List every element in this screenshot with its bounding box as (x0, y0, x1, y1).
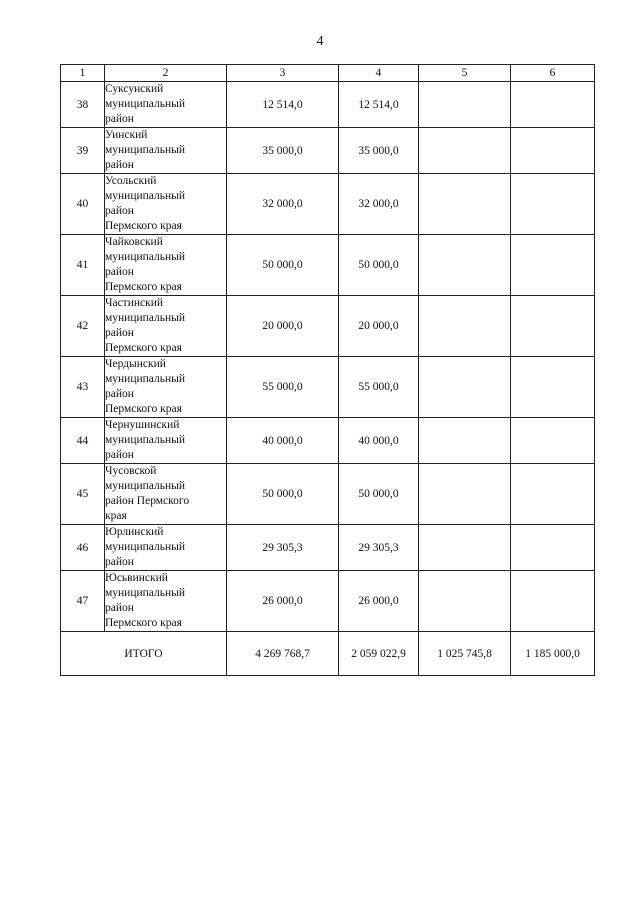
value-col6 (511, 235, 595, 296)
total-label: ИТОГО (61, 632, 227, 676)
value-col6 (511, 571, 595, 632)
row-number: 46 (61, 525, 105, 571)
column-header: 6 (511, 65, 595, 82)
district-name-line: район (105, 266, 134, 278)
district-name (105, 357, 227, 418)
value-col6 (511, 464, 595, 525)
value-col4: 35 000,0 (339, 128, 419, 174)
district-name-line: Уинский (105, 129, 148, 141)
value-col3: 50 000,0 (227, 235, 339, 296)
district-name (105, 418, 227, 464)
value-col3: 26 000,0 (227, 571, 339, 632)
value-col5 (419, 82, 511, 128)
value-col5 (419, 357, 511, 418)
value-col4: 20 000,0 (339, 296, 419, 357)
district-name-line: район (105, 159, 134, 171)
district-name-line: муниципальный (105, 587, 186, 599)
district-name (105, 82, 227, 128)
district-name-line: Пермского края (105, 220, 182, 232)
total-col5: 1 025 745,8 (419, 632, 511, 676)
value-col6 (511, 525, 595, 571)
value-col6 (511, 418, 595, 464)
district-name-line: Пермского края (105, 403, 182, 415)
row-number: 40 (61, 174, 105, 235)
district-name-line: Чердынский (105, 358, 166, 370)
district-name-line: Юсьвинский (105, 572, 168, 584)
value-col3: 32 000,0 (227, 174, 339, 235)
value-col5 (419, 464, 511, 525)
total-col3: 4 269 768,7 (227, 632, 339, 676)
district-name (105, 296, 227, 357)
district-name-line: муниципальный (105, 144, 186, 156)
total-col6: 1 185 000,0 (511, 632, 595, 676)
value-col4: 29 305,3 (339, 525, 419, 571)
table-row (61, 464, 595, 525)
value-col3: 55 000,0 (227, 357, 339, 418)
district-name-line: район Пермского (105, 495, 190, 507)
table-row (61, 525, 595, 571)
district-name-line: муниципальный (105, 312, 186, 324)
district-name-line: Чусовской (105, 465, 157, 477)
district-name-line: район (105, 556, 134, 568)
district-name-line: Чайковский (105, 236, 163, 248)
value-col6 (511, 128, 595, 174)
district-name-line: Пермского края (105, 281, 182, 293)
district-name-line: Юрлинский (105, 526, 164, 538)
value-col4: 50 000,0 (339, 464, 419, 525)
value-col6 (511, 174, 595, 235)
value-col4: 32 000,0 (339, 174, 419, 235)
table-row (61, 82, 595, 128)
column-header: 4 (339, 65, 419, 82)
value-col3: 20 000,0 (227, 296, 339, 357)
table-row (61, 128, 595, 174)
row-number: 43 (61, 357, 105, 418)
value-col6 (511, 296, 595, 357)
value-col5 (419, 128, 511, 174)
row-number: 47 (61, 571, 105, 632)
district-name-line: муниципальный (105, 251, 186, 263)
district-name-line: район (105, 205, 134, 217)
district-name-line: муниципальный (105, 98, 186, 110)
district-name-line: район (105, 327, 134, 339)
district-name-line: края (105, 510, 127, 522)
table-row (61, 571, 595, 632)
district-name-line: район (105, 388, 134, 400)
row-number: 38 (61, 82, 105, 128)
value-col3: 35 000,0 (227, 128, 339, 174)
district-name (105, 235, 227, 296)
district-name (105, 464, 227, 525)
district-name (105, 174, 227, 235)
district-name-line: Усольский (105, 175, 157, 187)
district-name-line: Частинский (105, 297, 164, 309)
table-row (61, 174, 595, 235)
table-row (61, 296, 595, 357)
value-col5 (419, 525, 511, 571)
row-number: 42 (61, 296, 105, 357)
value-col6 (511, 82, 595, 128)
value-col3: 40 000,0 (227, 418, 339, 464)
row-number: 45 (61, 464, 105, 525)
value-col5 (419, 296, 511, 357)
row-number: 41 (61, 235, 105, 296)
value-col5 (419, 235, 511, 296)
value-col4: 40 000,0 (339, 418, 419, 464)
allocation-table (60, 64, 595, 676)
total-col4: 2 059 022,9 (339, 632, 419, 676)
district-name-line: муниципальный (105, 541, 186, 553)
value-col6 (511, 357, 595, 418)
district-name-line: муниципальный (105, 480, 186, 492)
district-name-line: муниципальный (105, 373, 186, 385)
value-col3: 50 000,0 (227, 464, 339, 525)
district-name-line: Чернушинский (105, 419, 180, 431)
value-col4: 26 000,0 (339, 571, 419, 632)
district-name (105, 128, 227, 174)
district-name-line: Суксунский (105, 83, 164, 95)
table-row (61, 418, 595, 464)
district-name-line: муниципальный (105, 434, 186, 446)
district-name-line: район (105, 113, 134, 125)
value-col3: 12 514,0 (227, 82, 339, 128)
district-name (105, 525, 227, 571)
district-name-line: район (105, 602, 134, 614)
value-col4: 50 000,0 (339, 235, 419, 296)
total-row (61, 632, 595, 676)
district-name (105, 571, 227, 632)
district-name-line: район (105, 449, 134, 461)
value-col5 (419, 174, 511, 235)
district-name-line: Пермского края (105, 342, 182, 354)
value-col5 (419, 571, 511, 632)
value-col4: 55 000,0 (339, 357, 419, 418)
table-row (61, 235, 595, 296)
column-header: 2 (105, 65, 227, 82)
value-col3: 29 305,3 (227, 525, 339, 571)
column-header: 1 (61, 65, 105, 82)
value-col5 (419, 418, 511, 464)
column-number-row (61, 65, 595, 82)
page-number: 4 (316, 34, 324, 49)
value-col4: 12 514,0 (339, 82, 419, 128)
row-number: 39 (61, 128, 105, 174)
column-header: 3 (227, 65, 339, 82)
column-header: 5 (419, 65, 511, 82)
table-row (61, 357, 595, 418)
row-number: 44 (61, 418, 105, 464)
district-name-line: муниципальный (105, 190, 186, 202)
district-name-line: Пермского края (105, 617, 182, 629)
